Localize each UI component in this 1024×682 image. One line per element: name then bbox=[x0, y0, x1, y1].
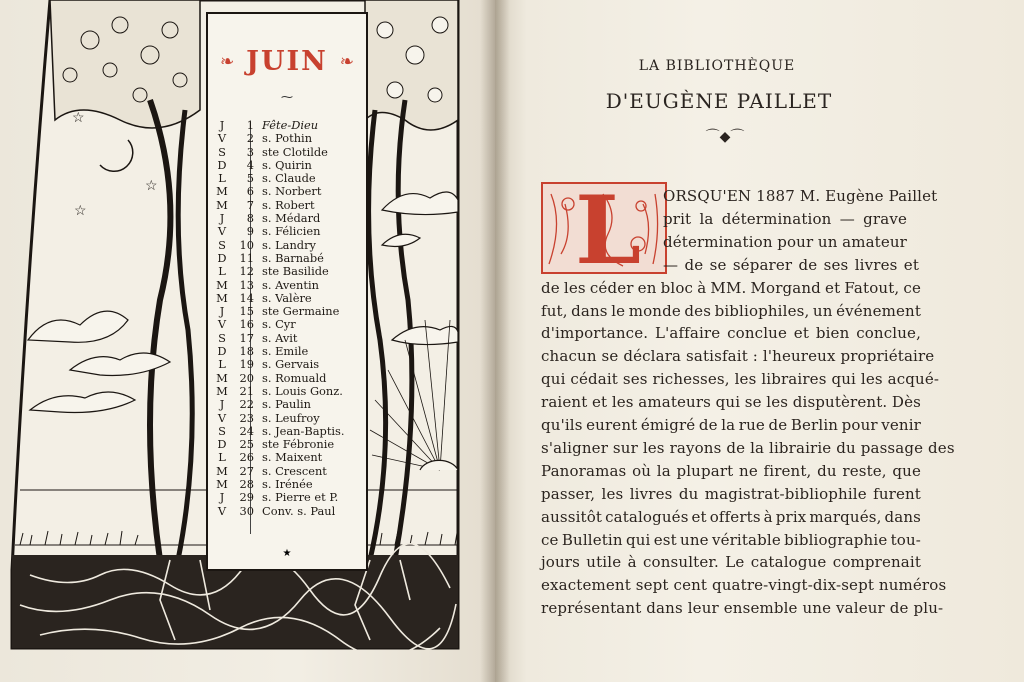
day-number: 20 bbox=[239, 370, 254, 385]
day-number: 6 bbox=[246, 184, 254, 199]
calendar-day-row bbox=[216, 225, 366, 238]
body-text-line: jours utile à consulter. Le catalogue comprenait bbox=[541, 553, 921, 572]
weekday-letter: J bbox=[219, 118, 225, 132]
day-number: 18 bbox=[239, 344, 254, 359]
weekday-letter: D bbox=[217, 157, 227, 172]
saint-name: s. Leufroy bbox=[262, 410, 320, 425]
day-number: 9 bbox=[246, 224, 254, 239]
saint-name: s. Emile bbox=[262, 344, 309, 359]
month-tilde-ornament: ⁓ bbox=[281, 90, 293, 104]
title-ornament: ⌒◆⌒ bbox=[705, 129, 745, 145]
saint-name: s. Gervais bbox=[262, 357, 320, 372]
saint-name: s. Valère bbox=[262, 290, 312, 305]
day-number: 28 bbox=[239, 477, 254, 492]
day-number: 1 bbox=[246, 118, 254, 132]
calendar-day-row bbox=[216, 425, 366, 438]
saint-name: s. Jean-Baptis. bbox=[262, 423, 345, 438]
day-number: 12 bbox=[239, 264, 254, 279]
day-number: 22 bbox=[239, 397, 254, 412]
weekday-letter: M bbox=[216, 290, 228, 305]
calendar-day-row bbox=[216, 398, 366, 411]
saint-name: s. Félicien bbox=[262, 224, 321, 239]
weekday-letter: S bbox=[218, 237, 226, 252]
calendar-day-row bbox=[216, 265, 366, 278]
book-gutter bbox=[480, 0, 510, 682]
weekday-letter: M bbox=[216, 197, 228, 212]
saint-name: s. Louis Gonz. bbox=[262, 383, 343, 398]
drop-cap-letter: L bbox=[575, 176, 642, 286]
calendar-day-row bbox=[216, 438, 366, 451]
weekday-letter: V bbox=[217, 503, 227, 518]
calendar-illustration bbox=[10, 0, 468, 650]
weekday-letter: V bbox=[217, 410, 227, 425]
calendar-day-row bbox=[216, 345, 366, 358]
calendar-day-row bbox=[216, 412, 366, 425]
weekday-letter: M bbox=[216, 184, 228, 199]
day-number: 29 bbox=[239, 490, 254, 505]
day-number: 15 bbox=[239, 304, 254, 319]
weekday-letter: M bbox=[216, 383, 228, 398]
svg-text:☆: ☆ bbox=[145, 178, 158, 194]
calendar-day-row bbox=[216, 185, 366, 198]
body-text-line: passer, les livres du magistrat-bibliophile furent bbox=[541, 484, 921, 503]
weekday-letter: L bbox=[218, 357, 226, 372]
body-text-line: ORSQU'EN 1887 M. Eugène Paillet bbox=[663, 187, 938, 205]
calendar-day-row bbox=[216, 372, 366, 385]
saint-name: s. Claude bbox=[262, 171, 316, 186]
weekday-letter: J bbox=[219, 397, 225, 412]
calendar-day-row bbox=[216, 199, 366, 212]
body-text-line: d'importance. L'affaire conclue et bien conclue, bbox=[541, 324, 921, 343]
body-text-line: de les céder en bloc à MM. Morgand et Fatout, ce bbox=[541, 278, 921, 297]
saint-name: s. Pothin bbox=[262, 131, 313, 146]
calendar-day-row bbox=[216, 465, 366, 478]
weekday-letter: J bbox=[219, 304, 225, 319]
day-number: 16 bbox=[239, 317, 254, 332]
calendar-end-star: ★ bbox=[282, 548, 292, 559]
month-ornament-left: ❧ bbox=[220, 52, 235, 72]
weekday-letter: L bbox=[218, 264, 226, 279]
saint-name: s. Médard bbox=[262, 211, 321, 226]
weekday-letter: D bbox=[217, 437, 227, 452]
body-text-line: qu'ils eurent émigré de la rue de Berlin pour venir bbox=[541, 416, 921, 434]
body-text-line: — de se séparer de ses livres et bbox=[663, 255, 919, 274]
calendar-day-row bbox=[216, 358, 366, 371]
calendar-day-row bbox=[216, 172, 366, 185]
calendar-day-row bbox=[216, 385, 366, 398]
calendar-tablet bbox=[206, 12, 368, 571]
calendar-day-row bbox=[216, 478, 366, 491]
calendar-day-row bbox=[216, 292, 366, 305]
day-number: 19 bbox=[239, 357, 254, 372]
weekday-letter: D bbox=[217, 250, 227, 265]
saint-name: s. Landry bbox=[262, 237, 316, 252]
day-number: 21 bbox=[239, 383, 254, 398]
calendar-day-row bbox=[216, 132, 366, 145]
weekday-letter: M bbox=[216, 277, 228, 292]
saint-name: ste Clotilde bbox=[262, 144, 328, 159]
drop-cap-initial bbox=[541, 176, 667, 286]
day-number: 30 bbox=[239, 503, 254, 518]
day-number: 11 bbox=[239, 250, 254, 265]
weekday-letter: S bbox=[218, 144, 226, 159]
body-text-line: chacun se déclara satisfait : l'heureux propriétaire bbox=[541, 347, 935, 366]
saint-name: Fête-Dieu bbox=[262, 118, 319, 132]
calendar-day-row bbox=[216, 146, 366, 159]
saint-name: s. Barnabé bbox=[262, 250, 324, 265]
saint-name: s. Cyr bbox=[262, 317, 296, 332]
saint-name: s. Avit bbox=[262, 330, 298, 345]
body-text-line: détermination pour un amateur bbox=[663, 232, 907, 251]
calendar-day-row bbox=[216, 305, 366, 318]
body-text-line: Panoramas où la plupart ne firent, du reste, que bbox=[541, 461, 921, 480]
calendar-day-row bbox=[216, 279, 366, 292]
saint-name: ste Basilide bbox=[262, 264, 329, 279]
chapter-title: D'EUGÈNE PAILLET bbox=[605, 89, 833, 113]
saint-name: s. Crescent bbox=[262, 463, 327, 478]
calendar-day-row bbox=[216, 252, 366, 265]
day-number: 24 bbox=[239, 423, 254, 438]
day-number: 14 bbox=[239, 290, 254, 305]
day-number: 5 bbox=[246, 171, 254, 186]
saint-name: s. Maixent bbox=[262, 450, 323, 465]
day-number: 13 bbox=[239, 277, 254, 292]
body-text-line: représentant dans leur ensemble une valeur de plu- bbox=[541, 599, 944, 618]
day-number: 17 bbox=[239, 330, 254, 345]
saint-name: s. Paulin bbox=[262, 397, 311, 412]
svg-text:☆: ☆ bbox=[74, 203, 87, 219]
calendar-day-row bbox=[216, 451, 366, 464]
weekday-letter: V bbox=[217, 131, 227, 146]
weekday-letter: J bbox=[219, 490, 225, 505]
day-number: 25 bbox=[239, 437, 254, 452]
weekday-letter: J bbox=[219, 211, 225, 226]
saint-name: s. Pierre et P. bbox=[262, 490, 339, 505]
body-text-line: s'aligner sur les rayons de la librairie du passage des bbox=[541, 438, 955, 457]
calendar-day-row bbox=[216, 505, 366, 518]
saint-name: s. Romuald bbox=[262, 370, 327, 385]
weekday-letter: L bbox=[218, 171, 226, 186]
body-text-line: prit la détermination — grave bbox=[663, 209, 907, 228]
weekday-letter: V bbox=[217, 224, 227, 239]
body-text-line: fut, dans le monde des bibliophiles, un événement bbox=[541, 301, 921, 320]
calendar-day-row bbox=[216, 159, 366, 172]
weekday-letter: M bbox=[216, 477, 228, 492]
weekday-letter: M bbox=[216, 463, 228, 478]
saint-name: s. Aventin bbox=[262, 277, 319, 292]
day-number: 2 bbox=[246, 131, 254, 146]
calendar-day-row bbox=[216, 212, 366, 225]
body-text-line: raient et les amateurs qui se les disputèrent. Dès bbox=[541, 393, 921, 412]
weekday-letter: S bbox=[218, 423, 226, 438]
saint-name: s. Quirin bbox=[262, 157, 312, 172]
saint-name: ste Germaine bbox=[262, 304, 340, 319]
weekday-letter: M bbox=[216, 370, 228, 385]
calendar-day-row bbox=[216, 491, 366, 504]
month-ornament-right: ❧ bbox=[339, 52, 354, 72]
saint-name: s. Robert bbox=[262, 197, 315, 212]
calendar-day-row bbox=[216, 318, 366, 331]
saint-name: s. Irénée bbox=[262, 477, 313, 492]
day-number: 26 bbox=[239, 450, 254, 465]
running-head: LA BIBLIOTHÈQUE bbox=[638, 58, 796, 74]
body-text-line: qui cédait ses richesses, les libraires qui les acqué- bbox=[541, 370, 940, 389]
body-text-line: aussitôt catalogués et offerts à prix marqués, dans bbox=[541, 507, 921, 526]
day-number: 27 bbox=[239, 463, 254, 478]
calendar-day-row bbox=[216, 332, 366, 345]
day-number: 3 bbox=[246, 144, 254, 159]
day-number: 8 bbox=[246, 211, 254, 226]
weekday-letter: L bbox=[218, 450, 226, 465]
weekday-letter: S bbox=[218, 330, 226, 345]
day-number: 7 bbox=[246, 197, 254, 212]
svg-text:☆: ☆ bbox=[72, 110, 85, 126]
calendar-day-row bbox=[216, 119, 366, 132]
day-number: 23 bbox=[239, 410, 254, 425]
weekday-letter: D bbox=[217, 344, 227, 359]
saint-name: ste Fébronie bbox=[262, 437, 335, 452]
month-title: JUIN bbox=[246, 46, 328, 77]
day-number: 10 bbox=[239, 237, 254, 252]
day-number: 4 bbox=[246, 157, 254, 172]
body-text-line: ce Bulletin qui est une véritable bibliographie tou- bbox=[541, 530, 921, 549]
body-text-line: exactement sept cent quatre-vingt-dix-sept numéros bbox=[541, 576, 947, 595]
calendar-day-list bbox=[216, 119, 366, 518]
calendar-day-row bbox=[216, 239, 366, 252]
weekday-letter: V bbox=[217, 317, 227, 332]
saint-name: Conv. s. Paul bbox=[262, 503, 336, 518]
saint-name: s. Norbert bbox=[262, 184, 322, 199]
